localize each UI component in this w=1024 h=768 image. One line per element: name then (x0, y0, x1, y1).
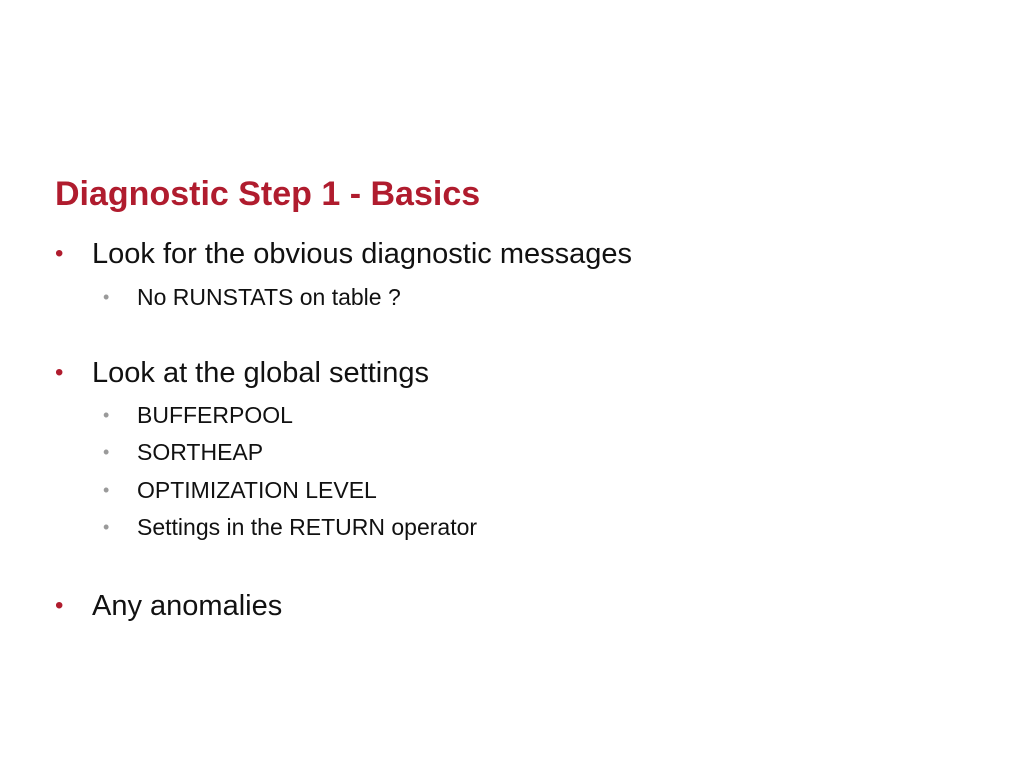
bullet-dot-icon: • (55, 592, 64, 619)
bullet-dot-icon: • (55, 240, 64, 267)
sub-bullet-item (103, 282, 603, 312)
slide-title: Diagnostic Step 1 - Basics (55, 175, 481, 213)
sub-bullet-text: Settings in the RETURN operator (137, 514, 478, 540)
sub-bullet-item (103, 512, 603, 542)
sub-bullet-dot-icon: • (103, 287, 110, 307)
sub-bullet-text: BUFFERPOOL (137, 402, 293, 428)
sub-bullet-text: No RUNSTATS on table ? (137, 284, 401, 310)
sub-bullet-item (103, 400, 603, 430)
sub-bullet-dot-icon: • (103, 442, 110, 462)
sub-bullet-dot-icon: • (103, 480, 110, 500)
bullet-text: Any anomalies (92, 590, 283, 622)
sub-bullet-dot-icon: • (103, 405, 110, 425)
sub-bullet-dot-icon: • (103, 517, 110, 537)
bullet-dot-icon: • (55, 359, 64, 386)
sub-bullet-item (103, 475, 603, 505)
sub-bullet-item (103, 437, 603, 467)
bullet-text: Look for the obvious diagnostic messages (92, 238, 633, 270)
sub-bullet-text: OPTIMIZATION LEVEL (137, 477, 377, 503)
sub-bullet-text: SORTHEAP (137, 439, 264, 465)
bullet-item (55, 355, 755, 391)
bullet-item (55, 588, 755, 624)
bullet-text: Look at the global settings (92, 357, 429, 389)
bullet-item (55, 236, 755, 272)
